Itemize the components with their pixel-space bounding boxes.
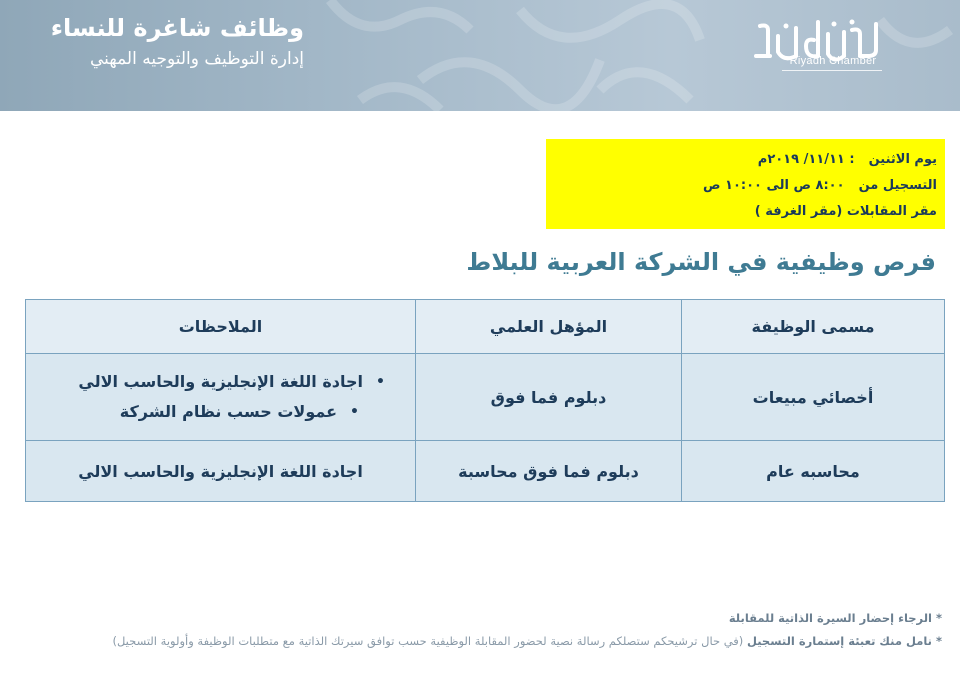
note-text: اجادة اللغة الإنجليزية والحاسب الالي [78,372,363,391]
schedule-time-line [546,173,937,199]
department-name: إدارة التوظيف والتوجيه المهني [89,49,304,69]
bullet-icon: • [376,374,385,390]
footer-notes [112,607,942,653]
day-label: يوم الاثنين [868,152,937,167]
registration-time: ٨:٠٠ ص الى ١٠:٠٠ ص [703,178,845,193]
notes-cell [26,354,416,441]
qualification-cell: دبلوم فما فوق محاسبة [416,441,682,502]
column-header-notes: الملاحظات [26,300,416,354]
table-row [26,354,945,441]
qualification-cell: دبلوم فما فوق [416,354,682,441]
date-value: : ١١/١١/ ٢٠١٩م [757,152,855,167]
schedule-date-line [546,147,937,173]
table-row [26,441,945,502]
job-title-cell: أخصائي مبيعات [682,354,945,441]
notes-cell: اجادة اللغة الإنجليزية والحاسب الالي [26,441,416,502]
column-header-qualification: المؤهل العلمي [416,300,682,354]
header-banner [0,0,960,111]
registration-label: التسجيل من [858,178,937,193]
table-header-row [26,300,945,354]
logo-underline [782,70,882,71]
logo-english-text: Riyadh Chamber [789,55,877,67]
notes-list [26,367,415,427]
schedule-box [546,139,945,229]
jobs-table [25,299,945,502]
registration-note-bold: * نامل منك تعبئة إستمارة التسجيل [746,634,942,648]
section-heading: فرص وظيفية في الشركة العربية للبلاط [466,248,936,276]
column-header-job-title: مسمى الوظيفة [682,300,945,354]
bullet-icon: • [350,404,359,420]
footer-note-cv: * الرجاء إحضار السيرة الذاتية للمقابلة [728,611,942,625]
list-item [26,367,385,397]
footer-note-registration [112,630,942,653]
note-text: عمولات حسب نظام الشركة [119,402,337,421]
interview-venue: مقر المقابلات (مقر الغرفة ) [754,204,937,219]
job-title-cell: محاسبه عام [682,441,945,502]
registration-note-detail: (في حال ترشيحكم ستصلكم رسالة نصية لحضور المقابلة الوظيفية حسب توافق سيرتك الذاتية مع متطلبات الوظيفة وأولوية التسجيل) [112,634,747,648]
list-item [26,397,385,427]
page-title: وظائف شاغرة للنساء [50,14,304,42]
